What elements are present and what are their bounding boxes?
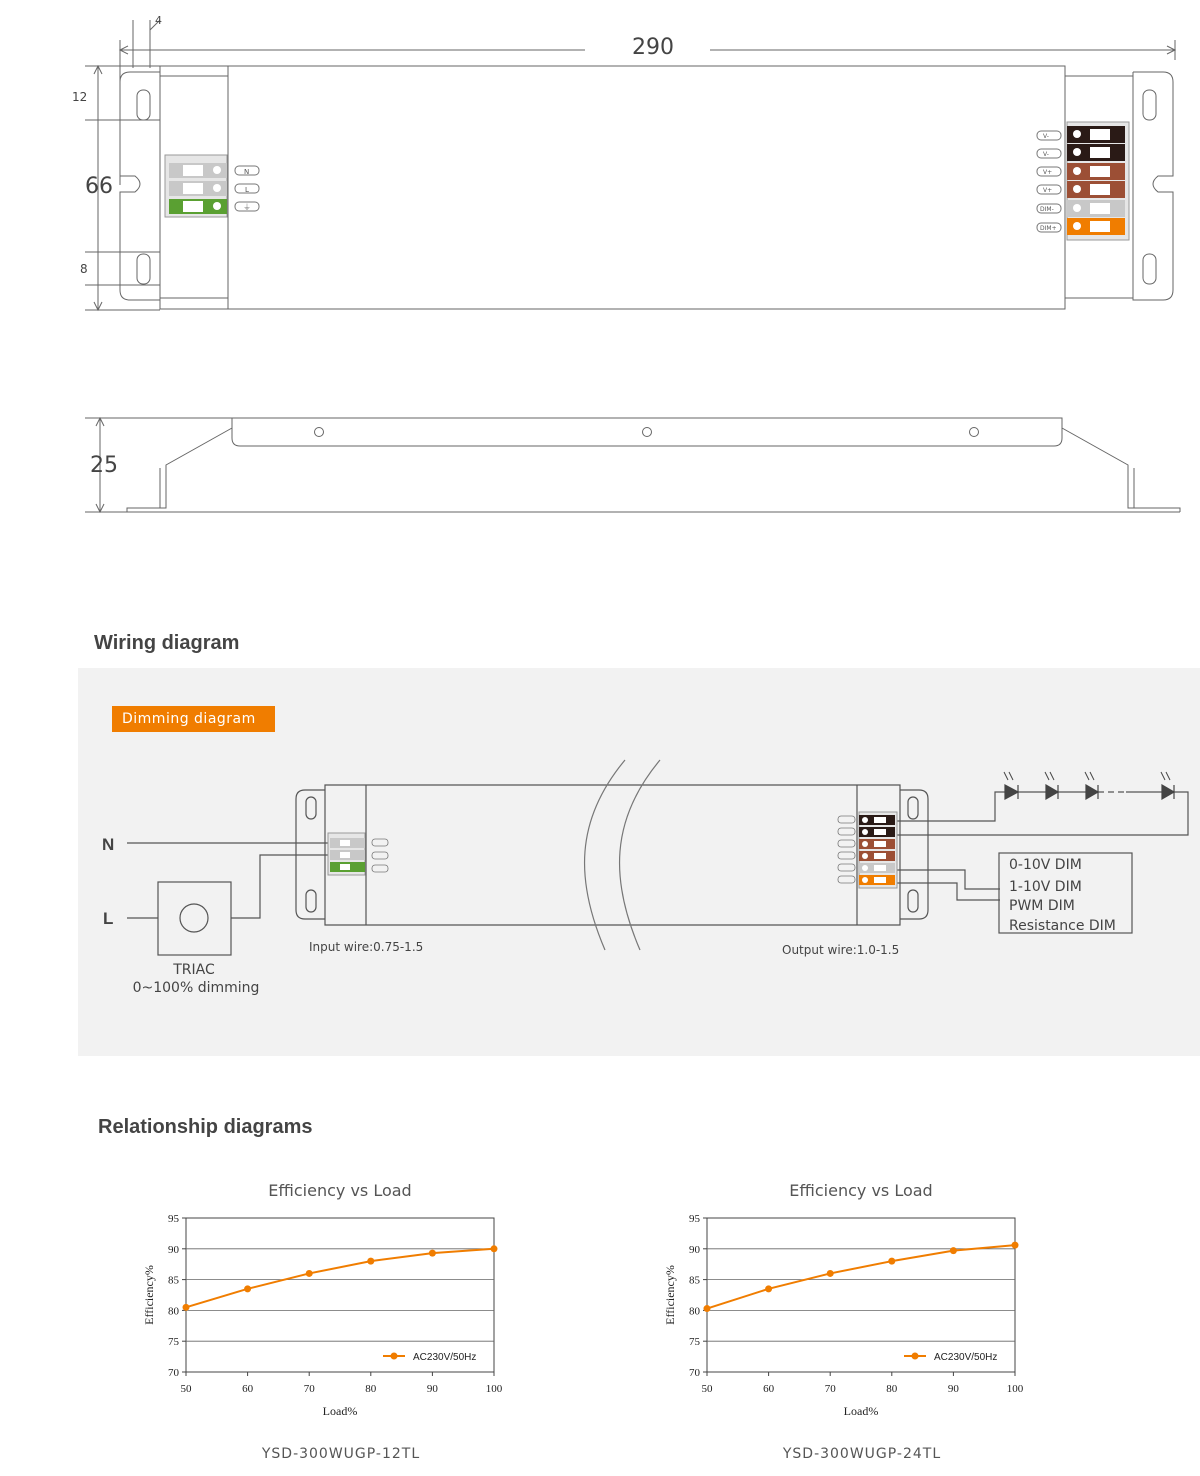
x-tick-label: 100 xyxy=(485,1383,503,1395)
line-n-label: N xyxy=(102,835,115,854)
data-point xyxy=(888,1258,895,1265)
chart-title: Efficiency vs Load xyxy=(789,1181,933,1200)
data-point xyxy=(765,1285,772,1292)
dim-offset: 4 xyxy=(155,14,162,27)
model-caption: YSD-300WUGP-12TL xyxy=(261,1446,421,1462)
x-axis-label: Load% xyxy=(843,1404,879,1418)
y-tick-label: 85 xyxy=(689,1274,700,1287)
model-caption: YSD-300WUGP-24TL xyxy=(782,1446,942,1462)
x-tick-label: 90 xyxy=(947,1383,959,1395)
output-wire-label: Output wire:1.0-1.5 xyxy=(782,943,900,957)
x-tick-label: 70 xyxy=(303,1383,315,1395)
dimming-badge: Dimming diagram xyxy=(112,706,275,732)
legend-marker xyxy=(391,1353,398,1360)
data-point xyxy=(950,1247,957,1254)
dim-hole-bottom: 8 xyxy=(80,262,88,276)
out-term-label-3: V+ xyxy=(1043,169,1053,176)
wiring-section-title: Wiring diagram xyxy=(94,632,240,654)
dim-option-4: Resistance DIM xyxy=(1009,918,1116,934)
data-point xyxy=(367,1258,374,1265)
in-term-label-l: L xyxy=(245,186,249,194)
x-tick-label: 50 xyxy=(180,1383,192,1395)
data-point xyxy=(1012,1242,1019,1249)
x-tick-label: 100 xyxy=(1006,1383,1024,1395)
y-tick-label: 95 xyxy=(168,1213,179,1225)
plot-frame xyxy=(707,1218,1015,1372)
y-tick-label: 75 xyxy=(168,1336,179,1349)
x-tick-label: 50 xyxy=(701,1383,713,1395)
y-axis-label: Efficiency% xyxy=(663,1265,677,1325)
dim-option-2: 1-10V DIM xyxy=(1009,879,1082,895)
in-term-label-n: N xyxy=(244,168,250,176)
x-tick-label: 80 xyxy=(886,1383,898,1395)
data-point xyxy=(827,1270,834,1277)
legend-label: AC230V/50Hz xyxy=(413,1352,477,1363)
y-tick-label: 70 xyxy=(689,1367,700,1379)
in-term-label-ground: ⏚ xyxy=(243,203,251,212)
y-tick-label: 90 xyxy=(689,1243,700,1256)
data-point xyxy=(429,1250,436,1257)
y-axis-label: Efficiency% xyxy=(142,1265,156,1325)
x-axis-label: Load% xyxy=(322,1404,358,1418)
line-l-label: L xyxy=(103,909,114,928)
y-tick-label: 95 xyxy=(689,1213,700,1225)
out-term-label-1: V- xyxy=(1043,133,1049,140)
series-line xyxy=(707,1245,1015,1308)
top-view-drawing xyxy=(0,0,1200,600)
y-tick-label: 75 xyxy=(689,1336,700,1349)
data-point xyxy=(306,1270,313,1277)
x-tick-label: 90 xyxy=(426,1383,438,1395)
out-term-label-2: V- xyxy=(1043,151,1049,158)
data-point xyxy=(704,1305,711,1312)
dim-depth: 25 xyxy=(90,453,118,478)
input-wire-label: Input wire:0.75-1.5 xyxy=(309,940,424,954)
dim-length: 290 xyxy=(632,35,674,60)
series-line xyxy=(186,1249,494,1308)
y-tick-label: 80 xyxy=(168,1305,179,1318)
relationship-section-title: Relationship diagrams xyxy=(98,1116,313,1138)
out-term-label-4: V+ xyxy=(1043,187,1053,194)
x-tick-label: 60 xyxy=(242,1383,254,1395)
x-tick-label: 70 xyxy=(824,1383,836,1395)
x-tick-label: 80 xyxy=(365,1383,377,1395)
dim-option-1: 0-10V DIM xyxy=(1009,857,1082,873)
y-tick-label: 85 xyxy=(168,1274,179,1287)
legend-label: AC230V/50Hz xyxy=(934,1352,998,1363)
out-term-label-5: DIM- xyxy=(1040,206,1054,213)
x-tick-label: 60 xyxy=(763,1383,775,1395)
plot-frame xyxy=(186,1218,494,1372)
data-point xyxy=(183,1304,190,1311)
data-point xyxy=(491,1245,498,1252)
triac-label: TRIAC xyxy=(173,962,215,978)
dim-option-3: PWM DIM xyxy=(1009,898,1075,914)
dim-height: 66 xyxy=(85,174,113,199)
chart-title: Efficiency vs Load xyxy=(268,1181,412,1200)
out-term-label-6: DIM+ xyxy=(1040,225,1057,232)
y-tick-label: 80 xyxy=(689,1305,700,1318)
y-tick-label: 90 xyxy=(168,1243,179,1256)
dim-hole-top: 12 xyxy=(72,90,88,104)
y-tick-label: 70 xyxy=(168,1367,179,1379)
legend-marker xyxy=(912,1353,919,1360)
output-terminal-block xyxy=(1037,122,1129,240)
triac-range: 0~100% dimming xyxy=(132,980,260,996)
data-point xyxy=(244,1285,251,1292)
input-terminal-block xyxy=(165,155,259,217)
